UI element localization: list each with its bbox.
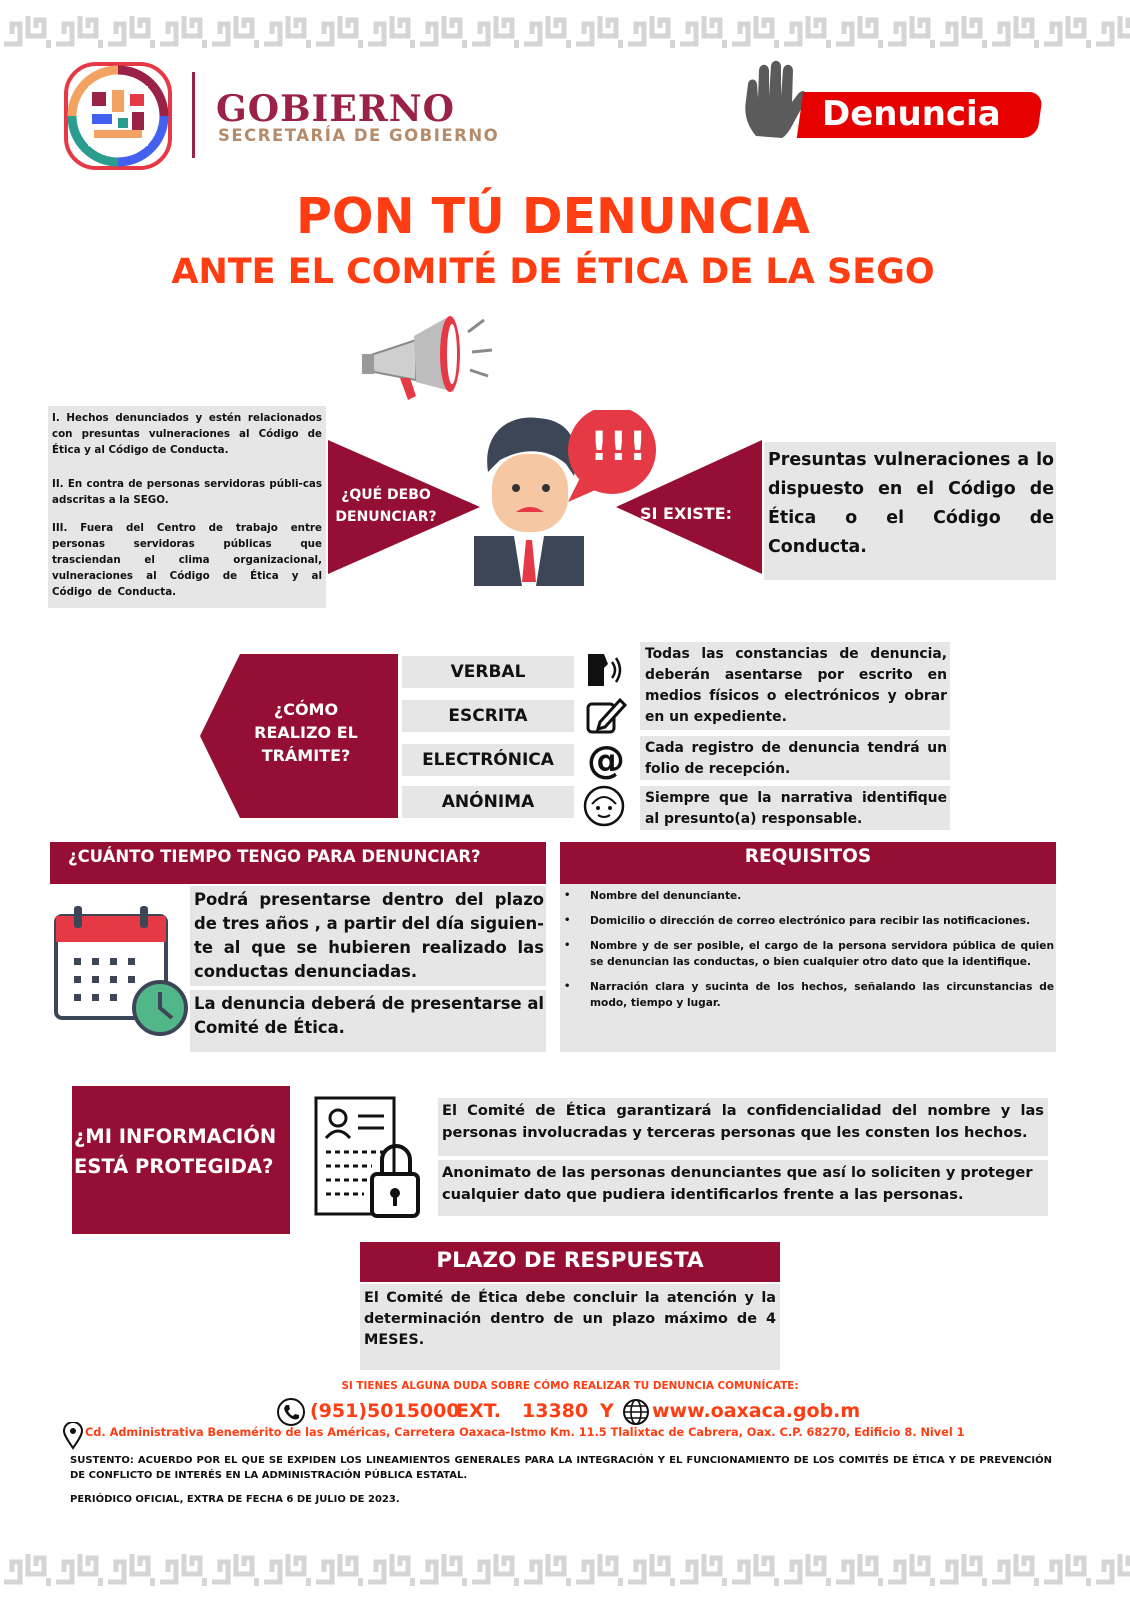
contact-prompt: SI TIENES ALGUNA DUDA SOBRE CÓMO REALIZAR TU DENUNCIA COMUNÍCATE: <box>341 1380 799 1392</box>
pencil-square-icon <box>584 696 628 736</box>
how-to-file-label: ¿CÓMO REALIZO EL TRÁMITE? <box>254 700 358 765</box>
time-text-2: La denuncia deberá de presentarse al Comité de Ética. <box>194 994 544 1037</box>
requirements-list <box>560 888 1054 1020</box>
phone-icon <box>276 1397 306 1427</box>
requirement-item: • Nombre del denunciante. <box>560 888 1054 904</box>
how-note-2: Cada registro de denuncia tendrá un folio de recepción. <box>645 740 947 777</box>
logo-divider <box>192 72 195 158</box>
contact-ext-label: EXT. <box>456 1400 501 1422</box>
what-to-report-label: ¿QUÉ DEBO DENUNCIAR? <box>335 487 437 525</box>
report-item-2: II. En contra de personas servidoras públi-cas adscritas a la SEGO. <box>52 478 322 506</box>
if-exists-label: SI EXISTE: <box>640 504 733 523</box>
calendar-clock-icon <box>52 904 188 1038</box>
footer-periodico: PERIÓDICO OFICIAL, EXTRA DE FECHA 6 DE JULIO DE 2023. <box>70 1494 400 1505</box>
government-logo <box>64 62 172 170</box>
protection-question: ¿MI INFORMACIÓN ESTÁ PROTEGIDA? <box>74 1125 277 1178</box>
response-text: El Comité de Ética debe concluir la atención y la determinación dentro de un plazo máximo de 4 MESES. <box>364 1290 776 1348</box>
megaphone-icon <box>360 310 500 404</box>
gov-title: GOBIERNO <box>216 88 455 130</box>
method-verbal: VERBAL <box>402 656 574 688</box>
how-note-1: Todas las constancias de denuncia, deberán asentarse por escrito en medios físicos o electrónicos y obrar en un expediente. <box>645 646 947 725</box>
time-header: ¿CUÁNTO TIEMPO TENGO PARA DENUNCIAR? <box>50 842 546 884</box>
exists-text: Presuntas vulneraciones a lo dispuesto en el Código de Ética o el Código de Conducta. <box>768 450 1054 557</box>
alert-bubble-text: !!! <box>590 424 648 470</box>
contact-address: Cd. Administrativa Benemérito de las Américas, Carretera Oaxaca-Istmo Km. 11.5 Tlalixtac de Cabrera, Oax. C.P. 68270, Edificio 8. Nivel 1 <box>85 1426 965 1439</box>
method-electronica: ELECTRÓNICA <box>402 744 574 776</box>
protection-text-2: Anonimato de las personas denunciantes que así lo soliciten y proteger cualquier dato que pudiera identificarlos frente a las personas. <box>442 1164 1033 1203</box>
how-note-3: Siempre que la narrativa identifique al presunto(a) responsable. <box>645 790 947 827</box>
at-sign-icon <box>584 740 628 780</box>
contact-phone: (951)5015000 <box>310 1400 460 1422</box>
contact-ext: 13380 <box>522 1400 589 1422</box>
contact-joiner: Y <box>600 1400 614 1422</box>
document-lock-icon <box>312 1094 422 1222</box>
footer-sustento: SUSTENTO: ACUERDO POR EL QUE SE EXPIDEN LOS LINEAMIENTOS GENERALES PARA LA INTEGRACIÓN Y EL FUNCIONAMIENTO DE LOS COMITÉS DE ÉTICA Y DE PREVENCIÓN DE CONFLICTO DE INTERÉS EN LA ADMINISTRACIÓN PÚBLICA ESTATAL. <box>70 1455 1052 1481</box>
speaking-icon <box>584 650 628 690</box>
main-title: PON TÚ DENUNCIA <box>296 188 810 245</box>
response-header: PLAZO DE RESPUESTA <box>360 1242 780 1282</box>
gov-subtitle: SECRETARÍA DE GOBIERNO <box>218 126 500 145</box>
method-escrita: ESCRITA <box>402 700 574 732</box>
time-text-1: Podrá presentarse dentro del plazo de tres años , a partir del día siguien-te al que se hubieren realizado las conductas denunciadas. <box>194 890 544 981</box>
report-item-1: I. Hechos denunciados y estén relacionados con presuntas vulneraciones al Código de Ética y al Código de Conducta. <box>52 412 322 456</box>
requirements-header: REQUISITOS <box>560 842 1056 884</box>
requirement-item: • Narración clara y sucinta de los hechos, señalando las circunstancias de modo, tiempo y lugar. <box>560 979 1054 1011</box>
anonymous-face-icon <box>582 784 626 828</box>
requirement-item: • Domicilio o dirección de correo electrónico para recibir las notificaciones. <box>560 913 1054 929</box>
requirement-item: • Nombre y de ser posible, el cargo de la persona servidora pública de quien se denuncian las conductas, o bien cualquier otro dato que la identifique. <box>560 938 1054 970</box>
protection-text-1: El Comité de Ética garantizará la confidencialidad del nombre y las personas involucradas y terceras personas que les consten los hechos. <box>442 1102 1044 1141</box>
denuncia-badge <box>742 60 1042 140</box>
contact-website[interactable]: www.oaxaca.gob.m <box>652 1400 861 1422</box>
svg-text:@: @ <box>587 740 625 780</box>
oaxaca-emblem-icon <box>64 62 172 170</box>
globe-icon <box>622 1398 650 1426</box>
method-anonima: ANÓNIMA <box>402 786 574 818</box>
main-subtitle: ANTE EL COMITÉ DE ÉTICA DE LA SEGO <box>171 252 935 292</box>
top-fret-border <box>0 10 1130 54</box>
location-pin-icon <box>62 1422 84 1450</box>
bottom-fret-border <box>0 1548 1130 1592</box>
report-item-3: III. Fuera del Centro de trabajo entre personas servidoras públicas que trasciendan el clima organizacional, vulneraciones al Código de Ética y al Código de Conducta. <box>52 522 322 598</box>
denuncia-badge-label: Denuncia <box>822 94 1001 134</box>
